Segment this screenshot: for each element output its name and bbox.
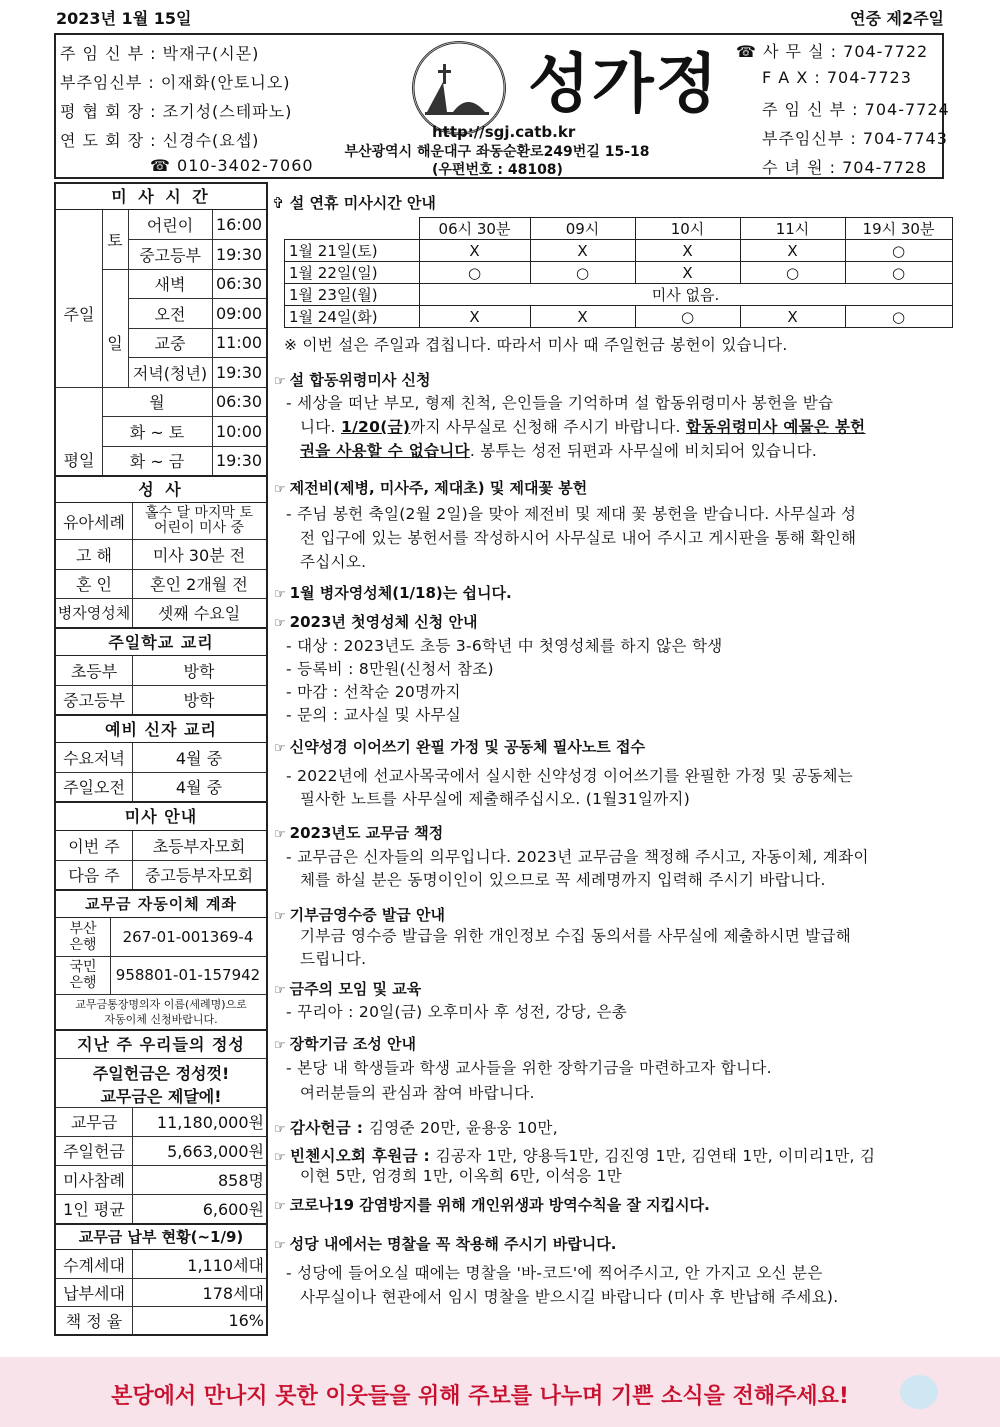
- church-logo-icon: [413, 42, 505, 134]
- section-text: 니다. 1/20(금)까지 사무실로 신청해 주시기 바랍니다. 합동위령미사 예물은 봉헌: [300, 418, 866, 436]
- offering-value: 6,600원: [202, 1200, 264, 1219]
- thanks-offering: ☞ 감사헌금 : 김영준 20만, 윤용웅 10만,: [274, 1119, 558, 1137]
- catechumen-name: 주일오전: [63, 778, 125, 797]
- sacrament-value: 셋째 수요일: [157, 604, 241, 623]
- section-title: ☞ 코로나19 감염방지를 위해 개인위생과 방역수칙을 잘 지킵시다.: [274, 1196, 710, 1214]
- mass-time: 19:30: [215, 244, 263, 264]
- section-title: ☞ 장학기금 조성 안내: [274, 1035, 417, 1053]
- pointing-hand-icon: ☞: [274, 616, 286, 631]
- section-title: ☞ 금주의 모임 및 교육: [274, 980, 422, 998]
- mass-time: 06:30: [215, 274, 263, 293]
- pointing-hand-icon: ☞: [274, 1238, 286, 1253]
- header-assistant-phone: 부주임신부 : 704-7743: [762, 129, 948, 148]
- mass-time: 06:30: [215, 392, 263, 411]
- table-cell: X: [530, 306, 635, 328]
- mass-info-title: 미사 안내: [56, 801, 266, 831]
- sidebar: [54, 182, 268, 1336]
- sacrament-name: 혼 인: [76, 575, 112, 594]
- phone-icon: ☎: [150, 156, 171, 175]
- cross-icon: ✞: [272, 194, 290, 212]
- table-header: 10시: [635, 218, 740, 240]
- section-title: ☞ 기부금영수증 발급 안내: [274, 906, 446, 924]
- table-cell: ○: [635, 306, 740, 328]
- offering-name: 교무금: [70, 1113, 118, 1132]
- account-title: 교무금 자동이체 계좌: [56, 889, 266, 918]
- mass-info-value: 중고등부자모회: [144, 866, 254, 885]
- sacrament-title: 성 사: [56, 475, 266, 503]
- school-name: 초등부: [70, 662, 118, 681]
- vincent-donation: ☞ 빈첸시오회 후원금 : 김공자 1만, 양용득1만, 김진영 1만, 김연태 1만, 이미리1만, 김: [274, 1147, 876, 1165]
- section-text: 권을 사용할 수 없습니다. 봉투는 성전 뒤편과 사무실에 비치되어 있습니다.: [300, 442, 818, 460]
- section-text: - 문의 : 교사실 및 사무실: [286, 706, 462, 724]
- holiday-note: ※ 이번 설은 주일과 겹칩니다. 따라서 미사 때 주일헌금 봉헌이 있습니다.: [284, 336, 788, 354]
- offering-name: 미사참례: [63, 1171, 125, 1190]
- dues-name: 책 정 율: [65, 1311, 123, 1331]
- mass-name: 어린이: [146, 216, 194, 235]
- catechumen-name: 수요저녁: [63, 749, 125, 768]
- mass-time: 10:00: [215, 421, 263, 441]
- offering-value: 5,663,000원: [167, 1142, 264, 1161]
- catechumen-value: 4월 중: [175, 749, 223, 768]
- school-value: 방학: [183, 691, 215, 710]
- account-number: 267-01-001369-4: [122, 928, 254, 946]
- header-office: ☎ 사 무 실 : 704-7722: [736, 42, 929, 61]
- mass-time: 19:30: [215, 451, 263, 470]
- table-cell: ○: [740, 262, 845, 284]
- section-title: ☞ 설 합동위령미사 신청: [274, 371, 431, 389]
- table-cell: X: [419, 240, 530, 262]
- header-pastor: 주 임 신 부 : 박재구(시몬): [60, 44, 260, 63]
- church-postcode: (우편번호 : 48108): [432, 162, 563, 178]
- phone-icon: ☎: [736, 42, 764, 61]
- mass-time-title: 미 사 시 간: [56, 184, 266, 210]
- dues-title: 교무금 납부 현황(~1/9): [56, 1223, 266, 1250]
- mass-time: 09:00: [215, 303, 263, 323]
- section-text: 드립니다.: [300, 950, 367, 968]
- table-header: 06시 30분: [419, 218, 530, 240]
- sacrament-name: 유아세례: [63, 512, 125, 532]
- mass-info-name: 이번 주: [68, 837, 120, 856]
- dues-value: 1,110세대: [187, 1255, 264, 1275]
- catechumen-value: 4월 중: [175, 778, 223, 797]
- account-bank: 국민 은행: [69, 959, 97, 991]
- section-title: ☞ 2023년도 교무금 책정: [274, 824, 444, 842]
- footer-banner: [0, 1357, 1000, 1427]
- section-text: - 성당에 들어오실 때에는 명찰을 '바-코드'에 찍어주시고, 안 가지고 오신 분은: [286, 1264, 823, 1282]
- mass-info-value: 초등부자모회: [152, 837, 246, 856]
- section-text: 전 입구에 있는 봉헌서를 작성하시어 사무실로 내어 주시고 게시판을 통해 확인해: [300, 529, 857, 547]
- school-title: 주일학교 교리: [56, 627, 266, 656]
- table-cell: ○: [845, 262, 952, 284]
- pointing-hand-icon: ☞: [274, 827, 286, 842]
- offering-slogan: 교무금은 제달에!: [100, 1086, 222, 1106]
- pointing-hand-icon: ☞: [274, 587, 286, 602]
- weekday-label: 평일: [63, 451, 95, 470]
- table-cell: X: [635, 240, 740, 262]
- dues-name: 수계세대: [63, 1255, 125, 1275]
- pointing-hand-icon: ☞: [274, 1150, 286, 1165]
- header-fax: F A X : 704-7723: [762, 68, 912, 87]
- sacrament-name: 고 해: [76, 545, 112, 565]
- dues-name: 납부세대: [63, 1283, 125, 1303]
- sacrament-value: 홀수 달 마지막 토 어린이 미사 중: [144, 505, 254, 536]
- sacrament-value: 혼인 2개월 전: [150, 575, 248, 594]
- table-row: [285, 306, 953, 328]
- sacrament-name: 병자영성체: [57, 604, 131, 622]
- section-text: - 마감 : 선착순 20명까지: [286, 683, 461, 701]
- table-cell: ○: [845, 240, 952, 262]
- header: [54, 33, 950, 179]
- offering-title: 지난 주 우리들의 정성: [56, 1029, 266, 1058]
- section-text: 체를 하실 분은 동명이인이 있으므로 꼭 세례명까지 입력해 주시기 바랍니다.: [300, 871, 826, 889]
- church-title: 성가정: [528, 48, 720, 122]
- section-text: 기부금 영수증 발급을 위한 개인정보 수집 동의서를 사무실에 제출하시면 발급해: [300, 927, 852, 945]
- table-cell: 1월 23일(월): [285, 284, 420, 306]
- section-title: ☞ 성당 내에서는 명찰을 꼭 착용해 주시기 바랍니다.: [274, 1235, 617, 1253]
- section-text: - 꾸리아 : 20일(금) 오후미사 후 성전, 강당, 은총: [286, 1003, 628, 1021]
- mass-time: 16:00: [215, 215, 263, 234]
- mass-name: 화 ~ 금: [129, 452, 185, 471]
- section-text: - 2022년에 선교사목국에서 실시한 신약성경 이어쓰기를 완필한 가정 및 공동체는: [286, 767, 854, 785]
- section-text: - 본당 내 학생들과 학생 교사들을 위한 장학기금을 마련하고자 합니다.: [286, 1059, 772, 1077]
- table-cell: X: [635, 262, 740, 284]
- section-text: - 대상 : 2023년도 초등 3-6학년 中 첫영성체를 하지 않은 학생: [286, 637, 723, 655]
- account-number: 958801-01-157942: [115, 966, 261, 984]
- issue-date: 2023년 1월 15일: [56, 9, 192, 28]
- offering-name: 1인 평균: [63, 1200, 125, 1219]
- table-row: [285, 262, 953, 284]
- table-header: 11시: [740, 218, 845, 240]
- mass-name: 중고등부: [139, 245, 201, 265]
- school-name: 중고등부: [63, 691, 125, 710]
- table-cell: 1월 24일(화): [285, 306, 420, 328]
- president-phone: ☎ 010-3402-7060: [150, 156, 314, 175]
- holiday-mass-table: [284, 217, 953, 328]
- section-text: - 세상을 떠난 부모, 형제 친척, 은인들을 기억하며 설 합동위령미사 봉헌을 받습: [286, 394, 834, 412]
- table-cell: X: [530, 240, 635, 262]
- mass-time: 19:30: [215, 362, 263, 382]
- mass-name: 화 ~ 토: [129, 422, 185, 442]
- pointing-hand-icon: ☞: [274, 983, 286, 998]
- table-cell: 1월 22일(일): [285, 262, 420, 284]
- mass-name: 오전: [154, 304, 186, 324]
- section-text: 필사한 노트를 사무실에 제출해주십시오. (1월31일까지): [300, 790, 691, 808]
- pointing-hand-icon: ☞: [274, 482, 286, 497]
- saturday-label: 토: [107, 231, 123, 250]
- section-title: ☞ 신약성경 이어쓰기 완필 가정 및 공동체 필사노트 접수: [274, 738, 645, 756]
- header-assistant: 부주임신부 : 이재화(안토니오): [60, 73, 291, 92]
- section-text: 여러분들의 관심과 참여 바랍니다.: [300, 1084, 535, 1102]
- table-cell: ○: [530, 262, 635, 284]
- school-value: 방학: [183, 662, 215, 681]
- holiday-title: ✞ 설 연휴 미사시간 안내: [272, 194, 436, 212]
- section-title: ☞ 1월 병자영성체(1/18)는 쉽니다.: [274, 584, 512, 602]
- table-cell: 미사 없음.: [419, 284, 952, 306]
- mass-info-name: 다음 주: [68, 866, 120, 885]
- section-title: ☞ 2023년 첫영성체 신청 안내: [274, 613, 478, 631]
- dues-value: 178세대: [202, 1283, 264, 1303]
- section-text: 주십시오.: [300, 553, 367, 571]
- sunday-day-label: 일: [107, 334, 123, 353]
- table-cell: X: [740, 240, 845, 262]
- header-council: 평 협 회 장 : 조기성(스테파노): [60, 102, 293, 121]
- table-cell: X: [740, 306, 845, 328]
- table-header: 19시 30분: [845, 218, 952, 240]
- church-url[interactable]: http://sgj.catb.kr: [432, 123, 576, 141]
- offering-value: 11,180,000원: [156, 1113, 264, 1132]
- section-text: - 등록비 : 8만원(신청서 참조): [286, 660, 494, 678]
- catechumen-title: 예비 신자 교리: [56, 714, 266, 743]
- account-note: 교무금통장명의자 이름(세례명)으로 자동이체 신청바랍니다.: [75, 998, 247, 1026]
- mass-name: 저녁(청년): [132, 363, 208, 383]
- pointing-hand-icon: ☞: [274, 1122, 286, 1137]
- table-header: 09시: [530, 218, 635, 240]
- offering-value: 858명: [218, 1171, 264, 1190]
- footer-text: 본당에서 만나지 못한 이웃들을 위해 주보를 나누며 기쁜 소식을 전해주세요!: [111, 1384, 849, 1409]
- table-cell: ○: [419, 262, 530, 284]
- section-text: - 교무금은 신자들의 의무입니다. 2023년 교무금을 책정해 주시고, 자동이체, 계좌이: [286, 848, 869, 866]
- section-text: 이현 5만, 엄경희 1만, 이옥희 6만, 이석응 1만: [300, 1167, 623, 1185]
- sunday-label: 주일: [63, 304, 95, 324]
- table-cell: 1월 21일(토): [285, 240, 420, 262]
- table-cell: [285, 218, 420, 240]
- pointing-hand-icon: ☞: [274, 909, 286, 924]
- mass-time: 11:00: [215, 333, 263, 352]
- pointing-hand-icon: ☞: [274, 1199, 286, 1214]
- pointing-hand-icon: ☞: [274, 741, 286, 756]
- pointing-hand-icon: ☞: [274, 374, 286, 389]
- church-address: 부산광역시 해운대구 좌동순환로249번길 15-18: [344, 144, 650, 160]
- liturgical-week: 연중 제2주일: [850, 9, 944, 28]
- pointing-hand-icon: ☞: [274, 1038, 286, 1053]
- offering-name: 주일헌금: [63, 1142, 125, 1161]
- table-row: [285, 218, 953, 240]
- mass-name: 월: [149, 393, 165, 412]
- table-cell: ○: [845, 306, 952, 328]
- bird-icon: [900, 1375, 938, 1409]
- section-text: - 주님 봉헌 축일(2월 2일)을 맞아 제전비 및 제대 꽃 봉헌을 받습니다. 사무실과 성: [286, 505, 857, 523]
- section-text: 사무실이나 현관에서 임시 명찰을 받으시길 바랍니다 (미사 후 반납해 주세요).: [300, 1288, 839, 1306]
- table-cell: X: [419, 306, 530, 328]
- section-title: ☞ 제전비(제병, 미사주, 제대초) 및 제대꽃 봉헌: [274, 479, 588, 497]
- sacrament-value: 미사 30분 전: [152, 545, 246, 565]
- table-row: [285, 284, 953, 306]
- header-pastor-phone: 주 임 신 부 : 704-7724: [762, 100, 950, 119]
- mass-name: 새벽: [154, 275, 186, 294]
- table-row: [285, 240, 953, 262]
- offering-slogan: 주일헌금은 정성껏!: [92, 1063, 230, 1083]
- dues-value: 16%: [228, 1310, 264, 1330]
- header-association: 연 도 회 장 : 신경수(요셉): [60, 131, 260, 150]
- mass-name: 교중: [154, 334, 186, 353]
- header-convent-phone: 수 녀 원 : 704-7728: [762, 158, 928, 177]
- church-logo: [412, 41, 506, 135]
- account-bank: 부산 은행: [69, 921, 97, 953]
